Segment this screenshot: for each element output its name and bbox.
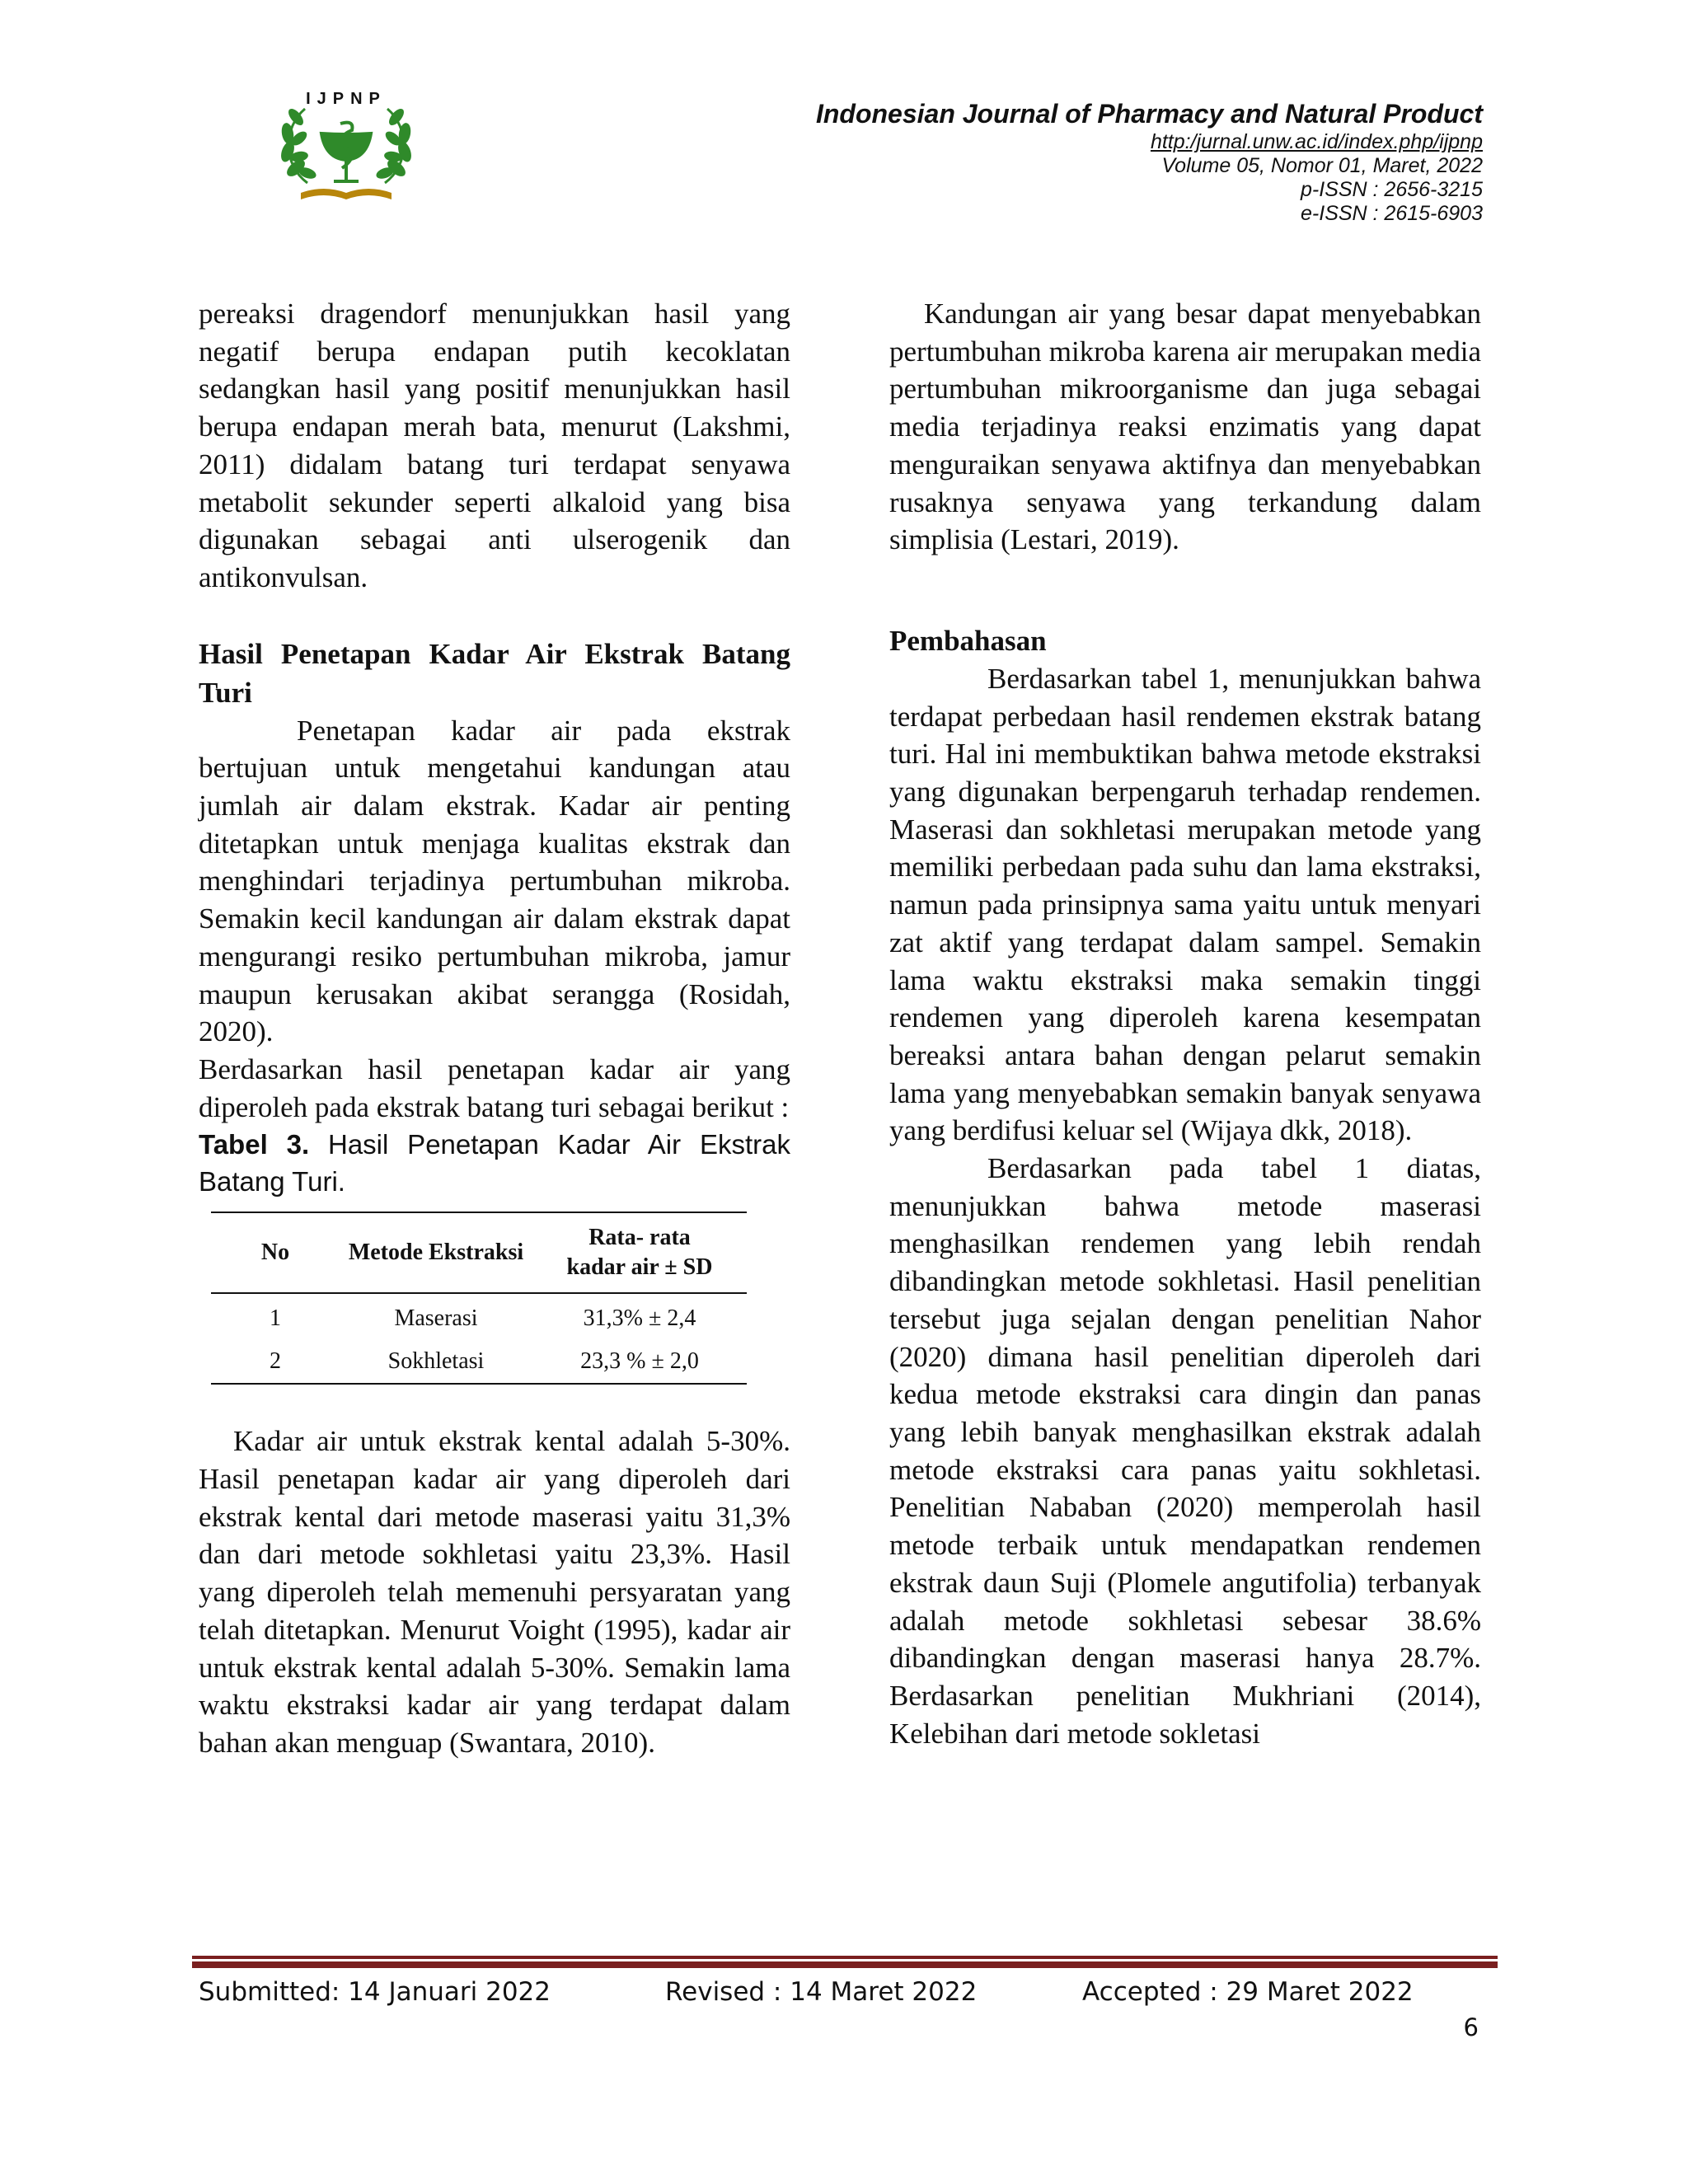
table-cell: 31,3% ± 2,4 bbox=[583, 1305, 696, 1332]
paragraph: pereaksi dragendorf menunjukkan hasil yang negatif berupa endapan putih kecoklatan sedangkan hasil yang positif menunjukkan hasil berupa endapan merah bata, menurut (Lakshmi, 2011) didalam batang turi terdapat senyawa metabolit sekunder seperti alkaloid yang bisa digunakan sebagai anti ulserogenik dan antikonvulsan. bbox=[199, 298, 790, 593]
journal-url[interactable]: http:/jurnal.unw.ac.id/index.php/ijpnp bbox=[1150, 130, 1483, 153]
table-caption-label: Tabel 3. bbox=[199, 1129, 310, 1160]
mortar-snake-icon bbox=[321, 123, 371, 181]
journal-title: Indonesian Journal of Pharmacy and Natural Product bbox=[815, 99, 1483, 129]
section-heading: Pembahasan bbox=[889, 624, 1047, 657]
paragraph: Berdasarkan pada tabel 1 diatas, menunjukkan bahwa metode maserasi menghasilkan rendemen yang lebih rendah dibandingkan metode sokhletasi. Hasil penelitian tersebut juga sejalan dengan penelitian Nahor (2020) dimana hasil penelitian diperoleh dari kedua metode ekstraksi cara dingin dan panas yang lebih banyak menghasilkan ekstrak adalah metode ekstraksi cara panas yaitu sokhletasi. Penelitian Nababan (2020) memperolah hasil metode terbaik untuk mendapatkan rendemen ekstrak daun Suji (Plomele angutifolia) terbanyak adalah metode sokhletasi sebesar 38.6% dibandingkan dengan maserasi hanya 28.7%. Berdasarkan penelitian Mukhriani (2014), Kelebihan dari metode sokletasi bbox=[889, 1152, 1481, 1750]
right-column bbox=[889, 295, 1481, 1752]
paragraph: Kandungan air yang besar dapat menyebabkan pertumbuhan mikroba karena air merupakan media pertumbuhan mikroorganisme dan juga sebagai media terjadinya reaksi enzimatis yang dapat menguraikan senyawa aktifnya dan menyebabkan rusaknya senyawa yang terkandung dalam simplisia (Lestari, 2019). bbox=[889, 298, 1481, 556]
section-heading: Hasil Penetapan Kadar Air Ekstrak Batang Turi bbox=[199, 637, 790, 709]
table-header-cell: Rata- rata kadar air ± SD bbox=[532, 1212, 747, 1293]
revised-date: Revised : 14 Maret 2022 bbox=[665, 1977, 978, 2007]
page-number: 6 bbox=[1463, 2013, 1479, 2041]
paragraph: Penetapan kadar air pada ekstrak bertujuan untuk mengetahui kandungan atau jumlah air dalam ekstrak. Kadar air penting ditetapkan untuk menjaga kualitas ekstrak dan menghindari terjadinya pertumbuhan mikroba. Semakin kecil kandungan air dalam ekstrak dapat mengurangi resiko pertumbuhan mikroba, jamur maupun kerusakan akibat serangga (Rosidah, 2020). bbox=[199, 714, 790, 1048]
left-column bbox=[199, 295, 790, 1762]
journal-logo bbox=[276, 82, 416, 206]
table-row bbox=[211, 1340, 747, 1384]
table-header-row bbox=[211, 1212, 747, 1293]
page-footer bbox=[199, 1971, 1493, 2013]
moisture-table bbox=[211, 1212, 747, 1385]
paragraph: Berdasarkan hasil penetapan kadar air yang diperoleh pada ekstrak batang turi sebagai berikut : bbox=[199, 1052, 790, 1123]
paragraph: Kadar air untuk ekstrak kental adalah 5-30%. Hasil penetapan kadar air yang diperoleh dari ekstrak kental dari metode maserasi yaitu 31,3% dan dari metode sokhletasi yaitu 23,3%. Hasil yang diperoleh telah memenuhi persyaratan yang telah ditetapkan. Menurut Voight (1995), kadar air untuk ekstrak kental adalah 5-30%. Semakin lama waktu ekstraksi kadar air yang terdapat dalam bahan akan menguap (Swantara, 2010). bbox=[199, 1425, 790, 1759]
table-header-cell: No bbox=[211, 1212, 340, 1293]
submitted-date: Submitted: 14 Januari 2022 bbox=[199, 1977, 551, 2007]
table-header-cell: Metode Ekstraksi bbox=[340, 1212, 532, 1293]
footer-divider bbox=[192, 1956, 1498, 1969]
table-row bbox=[211, 1293, 747, 1340]
table-caption bbox=[199, 1126, 790, 1200]
table-cell: Sokhletasi bbox=[340, 1340, 532, 1384]
logo-text: IJPNP bbox=[306, 90, 387, 108]
table-cell: Maserasi bbox=[394, 1305, 478, 1332]
journal-header bbox=[659, 97, 1483, 226]
journal-p-issn: p-ISSN : 2656-3215 bbox=[1301, 178, 1483, 201]
accepted-date: Accepted : 29 Maret 2022 bbox=[1082, 1977, 1414, 2007]
table-cell: 2 bbox=[211, 1340, 340, 1384]
table-cell: 23,3 % ± 2,0 bbox=[532, 1340, 747, 1384]
table-cell: 1 bbox=[270, 1305, 281, 1332]
open-book-icon bbox=[301, 189, 392, 199]
table-caption-text: Hasil Penetapan Kadar Air Ekstrak Batang Turi. bbox=[199, 1129, 790, 1197]
journal-volume: Volume 05, Nomor 01, Maret, 2022 bbox=[1161, 154, 1483, 177]
journal-e-issn: e-ISSN : 2615-6903 bbox=[1301, 202, 1483, 225]
paragraph: Berdasarkan tabel 1, menunjukkan bahwa terdapat perbedaan hasil rendemen ekstrak batang turi. Hal ini membuktikan bahwa metode ekstraksi yang digunakan berpengaruh terhadap rendemen. Maserasi dan sokhletasi merupakan metode yang memiliki perbedaan pada suhu dan lama ekstraksi, namun pada prinsipnya sama yaitu untuk menyari zat aktif yang terdapat dalam sampel. Semakin lama waktu ekstraksi maka semakin tinggi rendemen yang diperoleh karena kesempatan bereaksi antara bahan dengan pelarut semakin lama yang menyebabkan semakin banyak senyawa yang berdifusi keluar sel (Wijaya dkk, 2018). bbox=[889, 662, 1481, 1147]
